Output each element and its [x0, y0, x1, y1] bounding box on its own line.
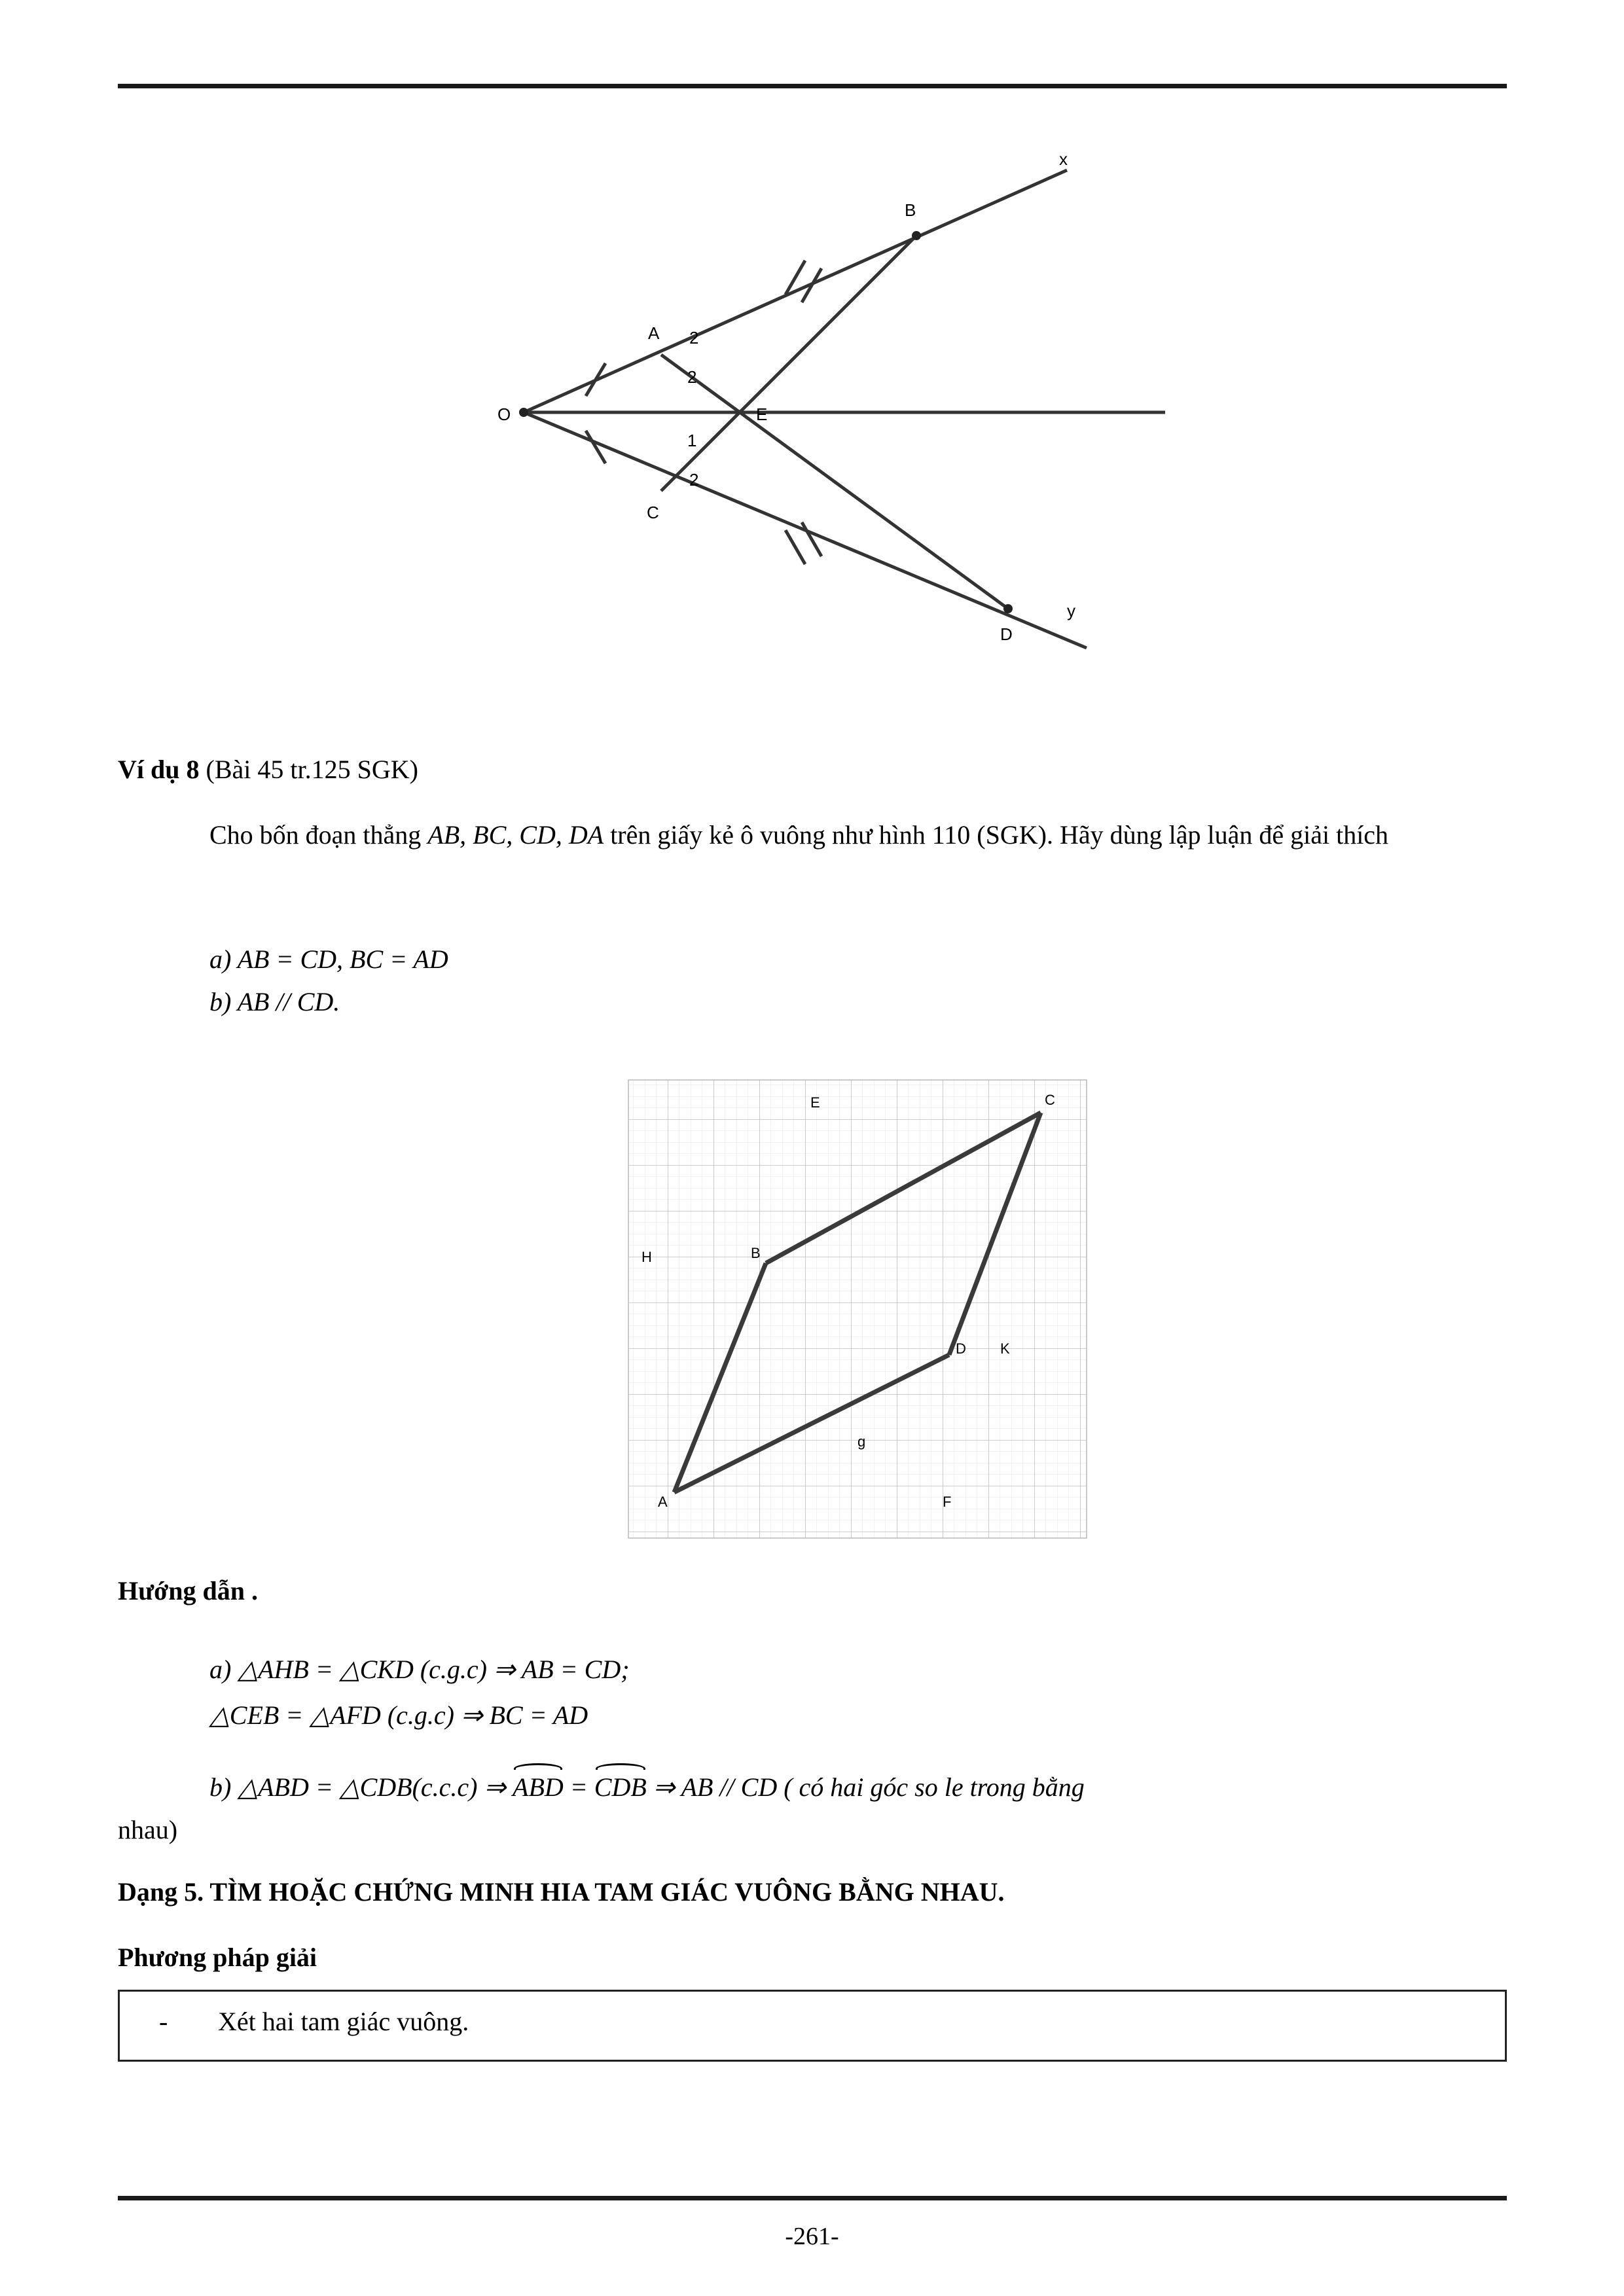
figure2-label-K: K: [1000, 1340, 1010, 1357]
page-number: -261-: [785, 2223, 839, 2250]
section-phuongphap: Phương pháp giải: [118, 1943, 317, 1972]
solution-line-b-pre: b) △ABD = △CDB(c.c.c) ⇒: [209, 1772, 513, 1802]
figure-1-svg: [458, 151, 1178, 668]
figure1-label-a2-lower: 2: [687, 367, 697, 387]
figure1-label-x: x: [1059, 151, 1068, 169]
solution-line-b-cont: nhau): [118, 1815, 178, 1844]
solution-line-b-post: ⇒ AB // CD ( có hai góc so le trong bằng: [646, 1772, 1085, 1802]
solution-heading: Hướng dẫn .: [118, 1576, 259, 1605]
figure-2-svg: [622, 1073, 1093, 1545]
solution-line-a1: a) △AHB = △CKD (c.g.c) ⇒ AB = CD;: [209, 1655, 630, 1684]
angle-abd: ABD: [513, 1767, 564, 1808]
figure2-label-g: g: [857, 1433, 866, 1450]
figure1-label-O: O: [497, 404, 511, 424]
footer-rule: [118, 2196, 1507, 2200]
intro-math: AB, BC, CD, DA: [427, 820, 604, 850]
figure2-label-C: C: [1045, 1092, 1055, 1108]
figure1-label-e2: 2: [689, 470, 699, 490]
figure-1: [458, 151, 1178, 668]
example-title: [118, 749, 903, 790]
intro-part2: trên giấy kẻ ô vuông như hình 110 (SGK). Hãy dùng lập luận để giải thích: [604, 820, 1389, 850]
figure1-label-y: y: [1067, 601, 1075, 620]
angle-cdb: CDB: [594, 1767, 647, 1808]
method-box: [118, 1990, 1507, 2062]
figure1-label-A: A: [648, 323, 660, 343]
figure1-label-a2-upper: 2: [689, 328, 699, 348]
example-title-bold: Ví dụ 8: [118, 755, 200, 784]
figure2-label-B: B: [751, 1245, 761, 1261]
figure-2: [622, 1073, 1093, 1545]
figure2-label-H: H: [641, 1249, 652, 1265]
method-box-dash: -: [159, 2007, 168, 2036]
example-intro: [118, 815, 1507, 855]
figure1-label-C: C: [647, 503, 659, 522]
solution-line-b-mid: =: [563, 1772, 594, 1802]
solution-line-b: [209, 1767, 1512, 1808]
header-rule: [118, 84, 1507, 88]
figure2-label-E: E: [810, 1094, 820, 1111]
figure1-label-B: B: [905, 200, 916, 220]
figure2-label-A: A: [658, 1494, 668, 1510]
example-item-a: a) AB = CD, BC = AD: [209, 944, 448, 974]
intro-part1: Cho bốn đoạn thẳng: [209, 820, 428, 850]
figure2-label-F: F: [943, 1494, 952, 1510]
example-title-rest: (Bài 45 tr.125 SGK): [199, 755, 418, 784]
example-item-b: b) AB // CD.: [209, 987, 340, 1016]
figure1-label-E: E: [756, 404, 768, 424]
section-dang5: Dạng 5. TÌM HOẶC CHỨNG MINH HIA TAM GIÁC VUÔNG BẰNG NHAU.: [118, 1877, 1005, 1907]
figure1-label-e1: 1: [687, 431, 697, 450]
figure1-label-D: D: [1000, 624, 1013, 644]
figure2-label-D: D: [956, 1340, 966, 1357]
solution-line-a2: △CEB = △AFD (c.g.c) ⇒ BC = AD: [209, 1700, 588, 1730]
method-box-text: Xét hai tam giác vuông.: [218, 2007, 469, 2036]
